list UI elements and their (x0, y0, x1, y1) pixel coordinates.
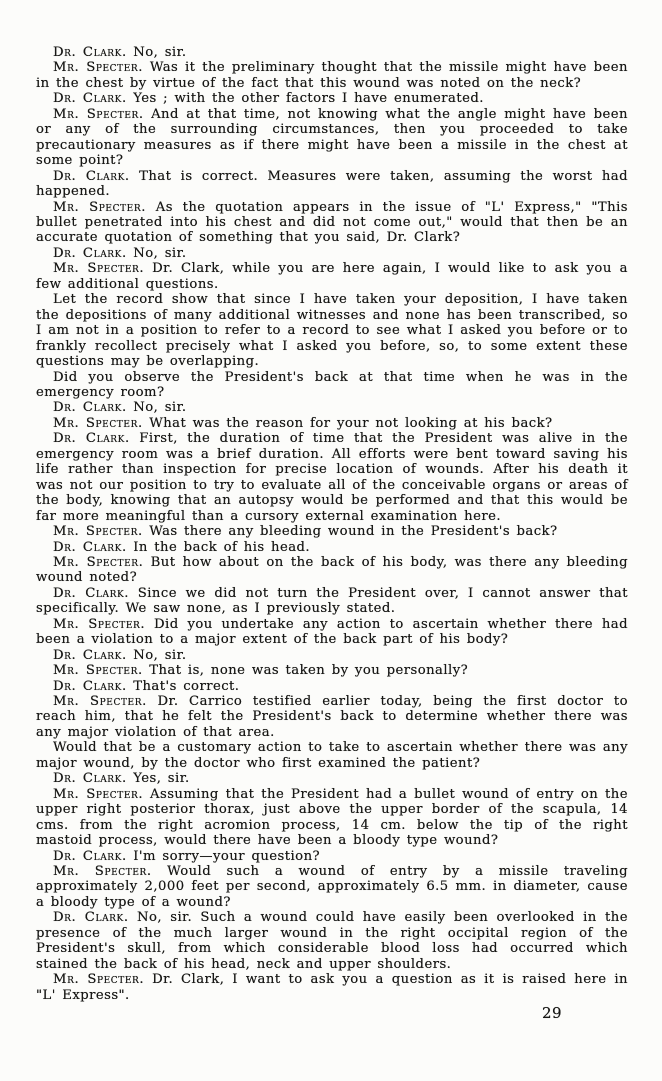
transcript-body (36, 45, 628, 1003)
transcript-paragraph: Dr. Clark. No, sir. (53, 45, 187, 60)
transcript-paragraph: Mr. Specter. And at that time, not knowing what the angle might have been or any of the surrounding circumstances, then you proceeded to take precautionary measures as if there might have been a missile in the chest at some point? (36, 106, 628, 169)
speaker-name: Mr. Specter. (53, 786, 144, 802)
transcript-paragraph: Mr. Specter. As the quotation appears in the issue of "L' Express," "This bullet penetrated into his chest and did not come out," would that then be an accurate quotation of something that you said, Dr. Clark? (36, 199, 628, 246)
speaker-name: Dr. Clark. (53, 91, 127, 107)
transcript-paragraph: Mr. Specter. Did you undertake any action to ascertain whether there had been a violation to a major extent of the back part of his body? (36, 616, 628, 648)
transcript-paragraph: Mr. Specter. Assuming that the President had a bullet wound of entry on the upper right posterior thorax, just above the upper border of the scapula, 14 cms. from the right acromion process, 14 cm. below the tip of the right mastoid process, would there have been a bloody type wound? (36, 786, 628, 849)
transcript-paragraph: Dr. Clark. First, the duration of time that the President was alive in the emergency room was a brief duration. All efforts were bent toward saving his life rather than inspection for precise location of wounds. After his death it was not our position to try to evaluate all of the conceivable organs or areas of the body, knowing that an autopsy would be performed and that this would be far more meaningful than a cursory external examination here. (36, 431, 629, 524)
speaker-name: Dr. Clark. (53, 848, 127, 864)
transcript-paragraph: Mr. Specter. Dr. Carrico testified earlier today, being the first doctor to reach him, that he felt the President's back to determine whether there was any major violation of that area. (36, 694, 628, 740)
speaker-name: Dr. Clark. (53, 168, 130, 184)
transcript-paragraph: Dr. Clark. No, sir. Such a wound could have easily been overlooked in the presence of the much larger wound in the right occipital region of the President's skull, from which considerable blood loss had occurred which stained the back of his head, neck and upper shoulders. (36, 910, 628, 972)
transcript-paragraph: Mr. Specter. But how about on the back of his body, was there any bleeding wound noted? (36, 554, 628, 586)
transcript-paragraph: Mr. Specter. That is, none was taken by you personally? (53, 663, 469, 679)
speaker-name: Dr. Clark. (53, 245, 127, 261)
transcript-paragraph: Mr. Specter. Dr. Clark, while you are here again, I would like to ask you a few additional questions. (36, 261, 628, 292)
page-number: 29 (542, 1004, 563, 1022)
transcript-paragraph: Dr. Clark. That is correct. Measures were taken, assuming the worst had happened. (36, 168, 628, 200)
speaker-name: Dr. Clark. (53, 400, 127, 416)
transcript-paragraph: Let the record show that since I have taken your deposition, I have taken the depositions of many additional witnesses and none has been transcribed, so I am not in a position to refer to a record to see what I asked you before or to frankly recollect precisely what I asked you before, so, to some extent these questions may be overlapping. (36, 292, 628, 370)
speaker-name: Mr. Specter. (53, 663, 143, 679)
speaker-name: Mr. Specter. (53, 106, 144, 122)
transcript-paragraph: Mr. Specter. Would such a wound of entry by a missile traveling approximately 2,000 feet per second, approximately 6.5 mm. in diameter, cause a bloody type of a wound? (36, 864, 628, 910)
speaker-name: Mr. Specter. (53, 616, 146, 632)
speaker-name: Mr. Specter. (53, 694, 147, 710)
transcript-paragraph: Dr. Clark. In the back of his head. (53, 539, 311, 555)
speaker-name: Dr. Clark. (53, 771, 127, 787)
speaker-name: Mr. Specter. (53, 864, 152, 880)
transcript-paragraph: Dr. Clark. I'm sorry—your question? (53, 848, 321, 864)
speaker-name: Mr. Specter. (53, 415, 143, 431)
transcript-paragraph: Mr. Specter. Dr. Clark, I want to ask you a question as it is raised here in "L' Express". (36, 972, 628, 1003)
speaker-name: Mr. Specter. (53, 972, 145, 988)
speaker-name: Mr. Specter. (53, 60, 144, 76)
speaker-name: Dr. Clark. (53, 431, 130, 447)
speaker-name: Mr. Specter. (53, 524, 143, 540)
transcript-paragraph: Would that be a customary action to take to ascertain whether there was any major wound, by the doctor who first examined the patient? (36, 740, 628, 771)
transcript-paragraph: Dr. Clark. No, sir. (53, 245, 187, 261)
transcript-paragraph: Mr. Specter. Was it the preliminary thought that the missile might have been in the chest by virtue of the fact that this wound was noted on the neck? (36, 60, 628, 91)
transcript-paragraph: Mr. Specter. What was the reason for your not looking at his back? (53, 415, 553, 431)
speaker-name: Dr. Clark. (53, 585, 130, 601)
speaker-name: Dr. Clark. (53, 45, 127, 60)
transcript-paragraph: Dr. Clark. No, sir. (53, 400, 187, 416)
transcript-paragraph: Mr. Specter. Was there any bleeding wound in the President's back? (53, 524, 558, 540)
transcript-paragraph: Dr. Clark. Yes, sir. (53, 771, 190, 787)
transcript-paragraph: Dr. Clark. That's correct. (53, 678, 240, 694)
transcript-paragraph: Did you observe the President's back at that time when he was in the emergency room? (36, 369, 628, 400)
speaker-name: Dr. Clark. (53, 539, 127, 555)
speaker-name: Mr. Specter. (53, 554, 144, 570)
speaker-name: Mr. Specter. (53, 261, 145, 277)
transcript-paragraph: Dr. Clark. Yes ; with the other factors I have enumerated. (53, 91, 484, 107)
speaker-name: Dr. Clark. (53, 678, 127, 694)
speaker-name: Dr. Clark. (53, 910, 129, 926)
speaker-name: Mr. Specter. (53, 199, 147, 215)
speaker-name: Dr. Clark. (53, 647, 127, 663)
transcript-paragraph: Dr. Clark. No, sir. (53, 647, 187, 663)
transcript-paragraph: Dr. Clark. Since we did not turn the President over, I cannot answer that specifically. We saw none, as I previously stated. (36, 585, 628, 617)
